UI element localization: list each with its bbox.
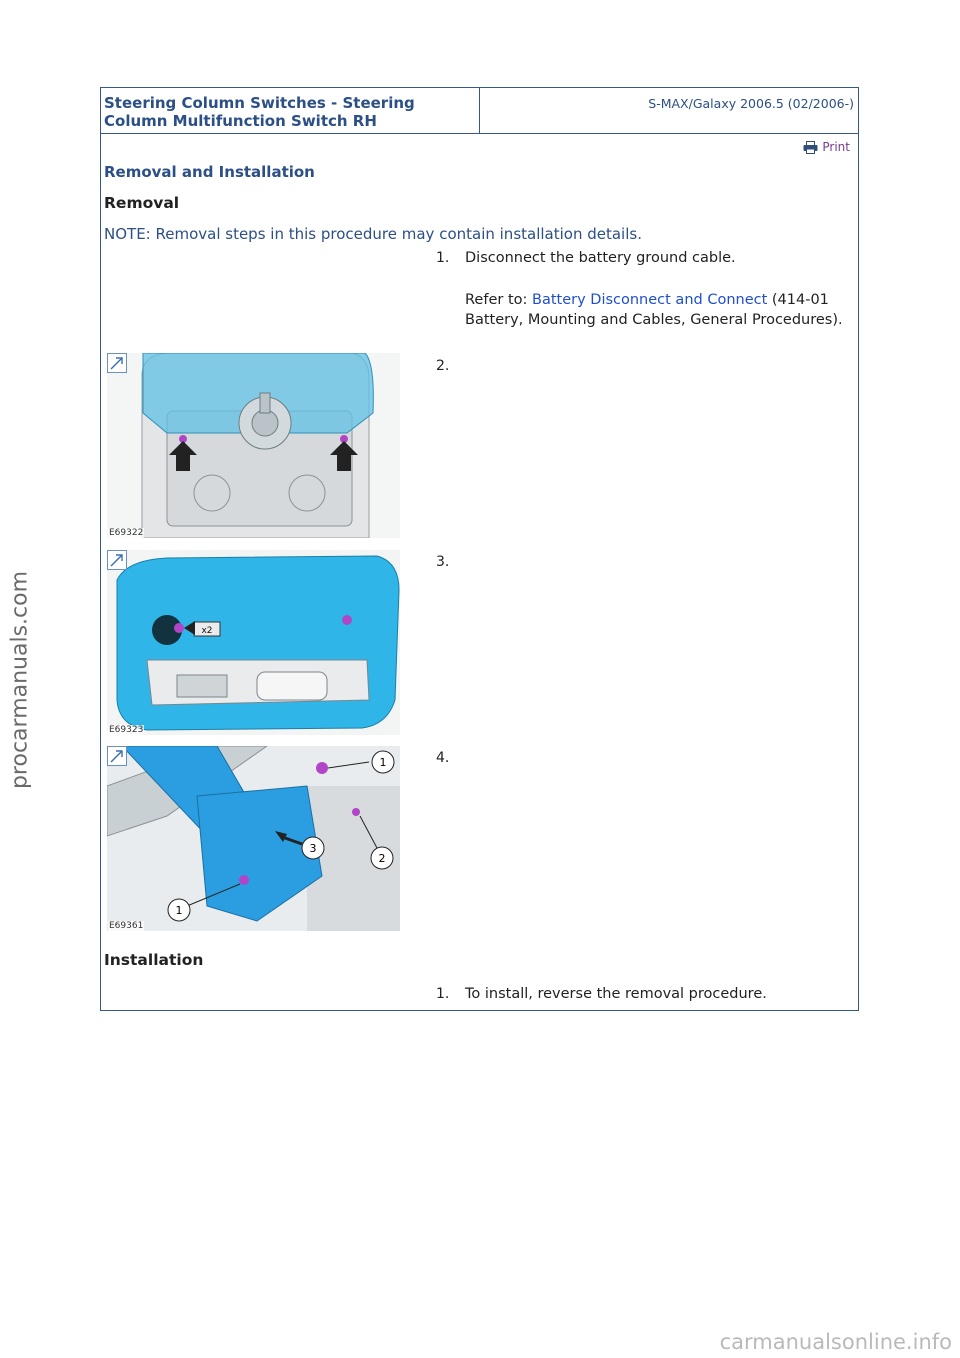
step-number: 1. bbox=[436, 250, 450, 266]
step-number: 2. bbox=[436, 358, 450, 374]
step-reference bbox=[465, 290, 845, 330]
figure-illustration bbox=[107, 550, 400, 735]
model-label: S-MAX/Galaxy 2006.5 (02/2006-) bbox=[648, 96, 854, 111]
procedure-frame bbox=[100, 87, 859, 1011]
removal-note: NOTE: Removal steps in this procedure may contain installation details. bbox=[104, 225, 642, 243]
page-title: Steering Column Switches - Steering Column Multifunction Switch RH bbox=[104, 94, 415, 130]
step-text: Disconnect the battery ground cable. bbox=[465, 250, 736, 266]
figure-id: E69361 bbox=[109, 921, 144, 931]
reference-prefix: Refer to: bbox=[465, 292, 532, 308]
step-number: 3. bbox=[436, 554, 450, 570]
reference-suffix: (414-01 Battery, Mounting and Cables, General Procedures). bbox=[465, 292, 843, 328]
header-divider bbox=[479, 88, 480, 133]
battery-disconnect-link[interactable]: Battery Disconnect and Connect bbox=[532, 292, 768, 308]
installation-heading: Installation bbox=[104, 951, 204, 969]
figure-illustration bbox=[107, 353, 400, 538]
figure-steering-wheel-cover[interactable] bbox=[107, 353, 400, 538]
callout-3: 3 bbox=[309, 842, 317, 855]
zoom-expand-icon[interactable] bbox=[107, 746, 127, 766]
print-button[interactable] bbox=[803, 140, 850, 154]
figure-multifunction-switch[interactable] bbox=[107, 746, 400, 931]
removal-heading: Removal bbox=[104, 194, 180, 212]
step-number: 1. bbox=[436, 986, 450, 1002]
callout-1-top: 1 bbox=[379, 756, 387, 769]
step-text: To install, reverse the removal procedure. bbox=[465, 986, 767, 1002]
callout-1-bottom: 1 bbox=[175, 904, 183, 917]
zoom-expand-icon[interactable] bbox=[107, 550, 127, 570]
section-heading: Removal and Installation bbox=[104, 163, 315, 181]
callout-2: 2 bbox=[378, 852, 386, 865]
figure-lower-shroud[interactable] bbox=[107, 550, 400, 735]
watermark-left bbox=[0, 560, 40, 800]
watermark-left-text: procarmanuals.com bbox=[7, 570, 33, 790]
fastener-count-label: x2 bbox=[201, 626, 213, 636]
zoom-expand-icon[interactable] bbox=[107, 353, 127, 373]
watermark-bottom: carmanualsonline.info bbox=[719, 1330, 952, 1354]
printer-icon bbox=[803, 141, 818, 154]
figure-id: E69323 bbox=[109, 725, 144, 735]
print-label: Print bbox=[822, 140, 850, 154]
figure-id: E69322 bbox=[109, 528, 144, 538]
step-number: 4. bbox=[436, 750, 450, 766]
header-row bbox=[101, 88, 858, 134]
figure-illustration bbox=[107, 746, 400, 931]
